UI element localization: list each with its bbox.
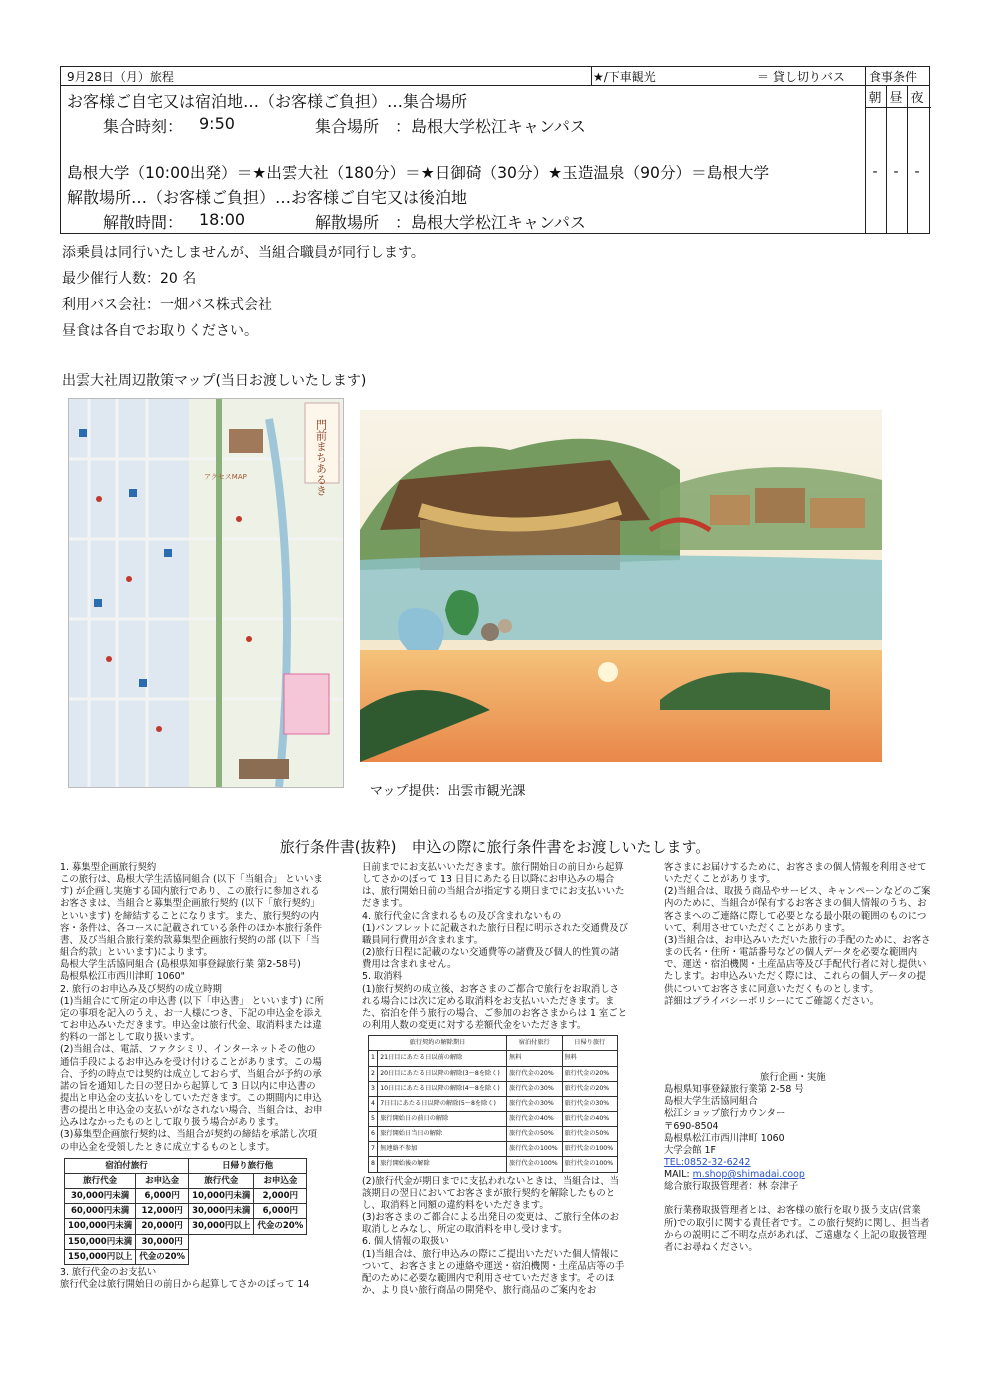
cancel-cell: 旅行代金の40%	[507, 1111, 562, 1126]
table-row	[369, 1051, 618, 1066]
org-line: 〒690-8504	[664, 1120, 719, 1132]
fee-header-price: 旅行代金	[65, 1173, 136, 1188]
section-5-heading: 5. 取消料	[362, 971, 403, 983]
org-line: 島根大学生活協同組合	[664, 1096, 758, 1108]
closing-note: 旅行業務取扱管理者とは、お客様の旅行を取り扱う支店(営業所)での取引に関する責任者です。この旅行契約に関し、担当者からの説明にご不明な点があれば、ご遠慮なく上記の取扱管理者にお尋ねください。	[664, 1205, 930, 1253]
table-row	[369, 1066, 618, 1081]
org-registration: 島根大学生活協同組合 (島根県知事登録旅行業 第2-58号)	[60, 959, 301, 971]
itinerary-date: 9月28日（月）旅程	[67, 70, 174, 84]
walking-map-image	[68, 398, 344, 788]
watercolor-illustration	[360, 410, 882, 762]
itinerary-header	[61, 67, 929, 86]
section-5-body-1: (1)旅行契約の成立後、お客さまのご都合で旅行をお取消しされる場合には次に定める取消料をお支払いいただきます。また、宿泊を伴う旅行の場合、ご参加のお客さまからは 1 室ごとの利用人数の変更に対する差額代金をいただきます。	[362, 983, 628, 1032]
table-row	[65, 1249, 307, 1264]
cancel-cell: 8	[369, 1157, 378, 1172]
org-heading: 旅行企画・実施	[760, 1071, 826, 1083]
cancel-header-date: 旅行契約の解除期日	[369, 1036, 507, 1051]
mail-label: MAIL:	[664, 1169, 690, 1181]
fee-header-deposit: お申込金	[254, 1173, 307, 1188]
cancel-cell: 旅行代金の30%	[507, 1096, 562, 1111]
cancel-cell: 旅行代金の50%	[562, 1127, 618, 1142]
mail-line	[664, 1169, 932, 1181]
section-6-body-3: (3)当組合は、お申込みいただいた旅行の手配のために、お客さまの氏名・住所・電話番号などの個人データを必要な範囲内で、運送・宿泊機関・土産品店等及び手配代行者に対し提供いたします。お申込みいただく際には、これらの個人データの提供についてお客さまに同意いただくものとします。	[664, 934, 931, 995]
fee-header-deposit: お申込金	[136, 1173, 189, 1188]
meeting-time-label: 集合時刻：	[103, 117, 184, 136]
conditions-column-1	[60, 862, 324, 1291]
cancel-cell: 無料	[507, 1051, 562, 1066]
note-bus-company: 利用バス会社：一畑バス株式会社	[62, 297, 272, 313]
cancel-header-daytrip: 日帰り旅行	[562, 1036, 618, 1051]
fee-cell: 30,000円	[136, 1234, 189, 1249]
section-3-body: 旅行代金は旅行開始日の前日から起算してさかのぼって 14	[60, 1279, 310, 1290]
cancel-header-overnight: 宿泊付旅行	[507, 1036, 562, 1051]
section-6-body-2: (2)当組合は、取扱う商品やサービス、キャンペーンなどのご案内のために、当組合が保有するお客さまの個人情報のうち、お客さまへのご連絡に際して必要となる最小限の範囲のものについて、利用させていただくことがあります。	[664, 886, 931, 934]
cancel-cell: 無連絡不参加	[378, 1142, 507, 1157]
meal-value-breakfast: -	[872, 164, 878, 180]
fee-cell: 代金の20%	[254, 1219, 307, 1234]
note-min-participants: 最少催行人数：20 名	[62, 271, 197, 287]
dispersal-place-label: 解散場所	[315, 213, 380, 232]
itinerary-row-dispersal-route: 解散場所…（お客様ご負担）…お客様ご自宅又は後泊地	[67, 188, 468, 207]
org-line: 松江ショップ旅行カウンター	[664, 1108, 786, 1120]
section-2-body-2: (2)当組合は、電話、ファクシミリ、インターネットその他の通信手段によるお申込みを受け付けることがあります。この場合、予約の時点では契約は成立しておらず、当組合が予約の承諾の旨を通知した日の翌日から起算して 3 日以内に申込書の提出と申込金の支払いをしていただきます。この期間内に申込書の提出と申込金の支払いがなされない場合、当組合は、お申込みはなかったものとして取り扱う場合があります。	[60, 1044, 323, 1129]
fee-cell: 100,000円未満	[65, 1219, 136, 1234]
tel-link[interactable]: TEL:0852-32-6242	[664, 1156, 751, 1168]
fee-cell: 10,000円未満	[189, 1189, 254, 1204]
divider	[865, 107, 931, 108]
map-section-title: 出雲大社周辺散策マップ(当日お渡しいたします)	[62, 373, 367, 389]
fee-cell: 30,000円未満	[65, 1189, 136, 1204]
cancel-cell: 旅行代金の30%	[562, 1096, 618, 1111]
section-1-heading: 1. 募集型企画旅行契約	[60, 862, 157, 873]
table-row	[369, 1081, 618, 1096]
privacy-note: 詳細はプライバシーポリシーにてご確認ください。	[664, 995, 880, 1007]
section-2-body-1: (1)当組合にて所定の申込書 (以下「申込書」 といいます) に所定の事項を記入のうえ、お一人様につき、下記の申込金を添えてお申込みいただきます。申込金は旅行代金、取消料または違約料の一部として取り扱います。	[60, 995, 324, 1044]
fee-cell: 12,000円	[136, 1204, 189, 1219]
map-vertical-title: 門前まちあるき	[314, 419, 328, 496]
meeting-time: 9:50	[199, 114, 235, 133]
cancel-cell: 1	[369, 1051, 378, 1066]
fee-group-overnight: 宿泊付旅行	[65, 1158, 189, 1173]
legend-bus: ＝ 貸し切りバス	[757, 70, 845, 84]
table-row	[65, 1234, 307, 1249]
fee-cell: 60,000円未満	[65, 1204, 136, 1219]
section-5-body-2: (2)旅行代金が期日までに支払われないときは、当組合は、当該期日の翌日においてお客さまが旅行契約を解除したものとし、取消料と同額の違約料をいただきます。	[362, 1175, 620, 1211]
cancellation-table	[368, 1035, 618, 1172]
section-4-body-2: (2)旅行日程に記載のない交通費等の諸費及び個人的性質の諸費用は含まれません。	[362, 947, 620, 971]
cancel-cell: 旅行代金の100%	[562, 1157, 618, 1172]
deposit-table	[64, 1158, 307, 1265]
cancel-cell: 4	[369, 1096, 378, 1111]
cancel-cell: 旅行代金の50%	[507, 1127, 562, 1142]
mail-link[interactable]: m.shop@shimadai.coop	[692, 1169, 805, 1181]
section-2-body-3: (3)募集型企画旅行契約は、当組合が契約の締結を承諾し次項の申込金を受領したときに成立するものとします。	[60, 1129, 318, 1153]
table-row	[369, 1142, 618, 1157]
org-line: 島根県知事登録旅行業第 2-58 号	[664, 1084, 804, 1096]
cancel-cell: 旅行開始後の解除	[378, 1157, 507, 1172]
fee-group-daytrip: 日帰り旅行他	[189, 1158, 307, 1173]
cancel-cell: 無料	[562, 1051, 618, 1066]
table-row	[369, 1127, 618, 1142]
cancel-cell: 旅行開始日の前日の解除	[378, 1111, 507, 1126]
meal-col-lunch: 昼	[889, 91, 903, 106]
org-address: 島根県松江市西川津町 1060"	[60, 971, 185, 983]
conditions-column-2	[362, 862, 628, 1297]
fee-cell: 150,000円未満	[65, 1234, 136, 1249]
table-row	[369, 1157, 618, 1172]
cancel-cell: 7日目にあたる日以降の解除(5〜8を除く)	[378, 1096, 507, 1111]
org-line: 島根県松江市西川津町 1060	[664, 1132, 785, 1144]
section-3-heading: 3. 旅行代金のお支払い	[60, 1266, 157, 1278]
meal-value-lunch: -	[893, 164, 899, 180]
section-2-heading: 2. 旅行のお申込み及び契約の成立時期	[60, 983, 222, 995]
section-1-body: この旅行は、島根大学生活協同組合 (以下「当組合」 といいます) が企画し実施する国内旅行であり、この旅行に参加されるお客さまは、当組合と募集型企画旅行契約 (以下「旅行契約」といいます) を締結することになります。また、旅行契約の内容・条件は、各コースに記載されている条件のほか本旅行条件書、及び当組合旅行業約款募集型企画旅行契約の部 (以下「当組合約款」といいます)によります。	[60, 874, 323, 959]
itinerary-row-meeting-route: お客様ご自宅又は宿泊地…（お客様ご負担）…集合場所	[67, 92, 468, 111]
cancel-cell: 旅行代金の20%	[507, 1066, 562, 1081]
itinerary-row-route: 島根大学（10:00出発）＝★出雲大社（180分）＝★日御碕（30分）★玉造温泉（90分）＝島根大学	[67, 164, 770, 182]
section-4-heading: 4. 旅行代金に含まれるもの及び含まれないもの	[362, 910, 562, 922]
divider	[591, 67, 592, 85]
fee-cell: 150,000円以上	[65, 1249, 136, 1264]
map-illustration	[69, 399, 343, 787]
meal-col-breakfast: 朝	[868, 91, 882, 106]
cancel-cell: 旅行代金の100%	[507, 1157, 562, 1172]
map-label: アクセスMAP	[204, 473, 247, 481]
fee-cell: 30,000円以上	[189, 1219, 254, 1234]
meeting-place-label: 集合場所	[315, 117, 380, 136]
cancel-cell: 旅行代金の30%	[507, 1081, 562, 1096]
conditions-title: 旅行条件書(抜粋) 申込の際に旅行条件書をお渡しいたします。	[279, 838, 711, 856]
cancel-cell: 7	[369, 1142, 378, 1157]
cancel-cell: 10日目にあたる日以降の解除(4〜8を除く)	[378, 1081, 507, 1096]
section-5-body-3: (3)お客さまのご都合による出発日の変更は、ご旅行全体のお取消しとみなし、所定の取消料を申し受けます。	[362, 1212, 620, 1236]
table-row	[65, 1219, 307, 1234]
dispersal-time-label: 解散時間：	[103, 213, 184, 232]
map-credit: マップ提供：出雲市観光課	[370, 784, 526, 799]
meal-value-dinner: -	[914, 164, 920, 180]
meal-col-dinner: 夜	[910, 91, 924, 106]
note-escort: 添乗員は同行いたしませんが、当組合職員が同行します。	[62, 245, 425, 261]
cancel-cell: 20日目にあたる日以降の解除(3〜8を除く)	[378, 1066, 507, 1081]
itinerary-table	[60, 66, 930, 234]
section-4-body-1: (1)パンフレットに記載された旅行日程に明示された交通費及び職員同行費用が含まれます。	[362, 922, 628, 946]
org-line: 大学会館 1F	[664, 1144, 716, 1156]
meal-header: 食事条件	[869, 70, 918, 84]
fee-cell: 6,000円	[136, 1189, 189, 1204]
cancel-cell: 6	[369, 1127, 378, 1142]
table-row	[369, 1096, 618, 1111]
cancel-cell: 21日目にあたる日以前の解除	[378, 1051, 507, 1066]
cancel-cell: 2	[369, 1066, 378, 1081]
note-lunch: 昼食は各自でお取りください。	[62, 323, 258, 339]
cancel-cell: 5	[369, 1111, 378, 1126]
fee-cell: 30,000円未満	[189, 1204, 254, 1219]
legend-sightseeing: ★/下車観光	[593, 70, 656, 84]
cancel-cell: 旅行代金の100%	[562, 1142, 618, 1157]
conditions-column-3	[664, 862, 932, 1254]
section-6-body-1-cont: 客さまにお届けするために、お客さまの個人情報を利用させていただくことがあります。	[664, 862, 927, 886]
section-6-body-1: (1)当組合は、旅行申込みの際にご提出いただいた個人情報について、お客さまとの連絡や運送・宿泊機関・土産品店等の手配のために必要な範囲内で利用させていただきます。そのほか、より良い旅行商品の開発や、旅行商品のご案内をお	[362, 1248, 625, 1296]
dispersal-place: ：島根大学松江キャンパス	[395, 213, 586, 232]
table-row	[369, 1111, 618, 1126]
cancel-cell: 旅行代金の20%	[562, 1066, 618, 1081]
table-row	[65, 1204, 307, 1219]
cancel-cell: 旅行代金の100%	[507, 1142, 562, 1157]
fee-cell: 20,000円	[136, 1219, 189, 1234]
cancel-cell: 3	[369, 1081, 378, 1096]
fee-cell: 2,000円	[254, 1189, 307, 1204]
section-6-heading: 6. 個人情報の取扱い	[362, 1236, 449, 1248]
fee-header-price: 旅行代金	[189, 1173, 254, 1188]
cancel-cell: 旅行代金の40%	[562, 1111, 618, 1126]
cancel-cell: 旅行開始日当日の解除	[378, 1127, 507, 1142]
fee-cell: 代金の20%	[136, 1249, 189, 1264]
cancel-cell: 旅行代金の20%	[562, 1081, 618, 1096]
dispersal-time: 18:00	[199, 210, 246, 229]
manager-line: 総合旅行取扱管理者：林 奈津子	[664, 1181, 799, 1193]
fee-cell: 6,000円	[254, 1204, 307, 1219]
meeting-place: ：島根大学松江キャンパス	[395, 117, 586, 136]
section-3-body-cont: 日前までにお支払いいただきます。旅行開始日の前日から起算してさかのぼって 13 日目にあたる日以降にお申込みの場合は、旅行開始日前の当組合が指定する期日までにお支払いいただきます。	[362, 862, 625, 910]
table-row	[65, 1189, 307, 1204]
